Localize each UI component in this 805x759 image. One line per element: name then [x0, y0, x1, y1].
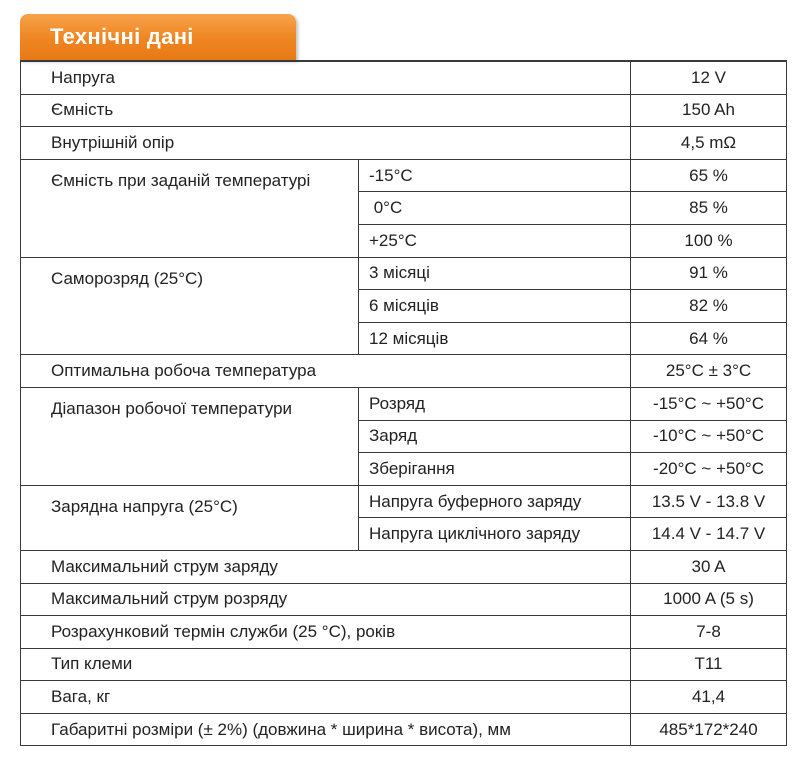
spec-value: 12 V	[631, 61, 787, 94]
table-row	[21, 94, 787, 127]
table-row	[21, 61, 787, 94]
spec-value: 30 A	[631, 550, 787, 583]
spec-condition: 6 місяців	[359, 290, 631, 323]
spec-condition: -15°C	[359, 159, 631, 192]
spec-value: 4,5 mΩ	[631, 127, 787, 160]
spec-value: -15°C ~ +50°C	[631, 387, 787, 420]
spec-label: Ємність	[21, 94, 631, 127]
table-row	[21, 681, 787, 714]
spec-condition: 12 місяців	[359, 322, 631, 355]
spec-value: 64 %	[631, 322, 787, 355]
spec-value: 82 %	[631, 290, 787, 323]
spec-value: T11	[631, 648, 787, 681]
table-row	[21, 159, 787, 192]
spec-value: 13.5 V - 13.8 V	[631, 485, 787, 518]
table-row	[21, 127, 787, 160]
table-row	[21, 616, 787, 649]
spec-value: 25°C ± 3°C	[631, 355, 787, 388]
spec-value: 7-8	[631, 616, 787, 649]
table-row	[21, 485, 787, 518]
table-row	[21, 355, 787, 388]
spec-value: 485*172*240	[631, 713, 787, 746]
spec-label: Саморозряд (25°C)	[21, 257, 359, 355]
spec-label: Вага, кг	[21, 681, 631, 714]
section-title: Технічні дані	[50, 24, 194, 49]
spec-condition: Напруга буферного заряду	[359, 485, 631, 518]
spec-value: 65 %	[631, 159, 787, 192]
spec-value: -20°C ~ +50°C	[631, 453, 787, 486]
spec-label: Габаритні розміри (± 2%) (довжина * ширина * висота), мм	[21, 713, 631, 746]
spec-value: 150 Ah	[631, 94, 787, 127]
spec-condition: Розряд	[359, 387, 631, 420]
table-row	[21, 387, 787, 420]
spec-label: Ємність при заданій температурі	[21, 159, 359, 257]
spec-label: Максимальний струм заряду	[21, 550, 631, 583]
spec-label: Внутрішній опір	[21, 127, 631, 160]
spec-condition: Напруга циклічного заряду	[359, 518, 631, 551]
spec-value: 41,4	[631, 681, 787, 714]
spec-value: 1000 A (5 s)	[631, 583, 787, 616]
spec-label: Оптимальна робоча температура	[21, 355, 631, 388]
spec-label: Напруга	[21, 61, 631, 94]
spec-label: Максимальний струм розряду	[21, 583, 631, 616]
spec-condition: Заряд	[359, 420, 631, 453]
spec-value: 14.4 V - 14.7 V	[631, 518, 787, 551]
spec-value: 91 %	[631, 257, 787, 290]
spec-value: -10°C ~ +50°C	[631, 420, 787, 453]
spec-condition: Зберігання	[359, 453, 631, 486]
spec-value: 100 %	[631, 224, 787, 257]
spec-label: Розрахунковий термін служби (25 °C), років	[21, 616, 631, 649]
spec-label: Діапазон робочої температури	[21, 387, 359, 485]
specifications-table	[20, 60, 787, 746]
table-row	[21, 257, 787, 290]
spec-label: Тип клеми	[21, 648, 631, 681]
spec-value: 85 %	[631, 192, 787, 225]
table-row	[21, 583, 787, 616]
table-row	[21, 648, 787, 681]
spec-condition: 0°C	[359, 192, 631, 225]
spec-condition: +25°C	[359, 224, 631, 257]
spec-condition: 3 місяці	[359, 257, 631, 290]
table-row	[21, 550, 787, 583]
table-row	[21, 713, 787, 746]
spec-label: Зарядна напруга (25°C)	[21, 485, 359, 550]
